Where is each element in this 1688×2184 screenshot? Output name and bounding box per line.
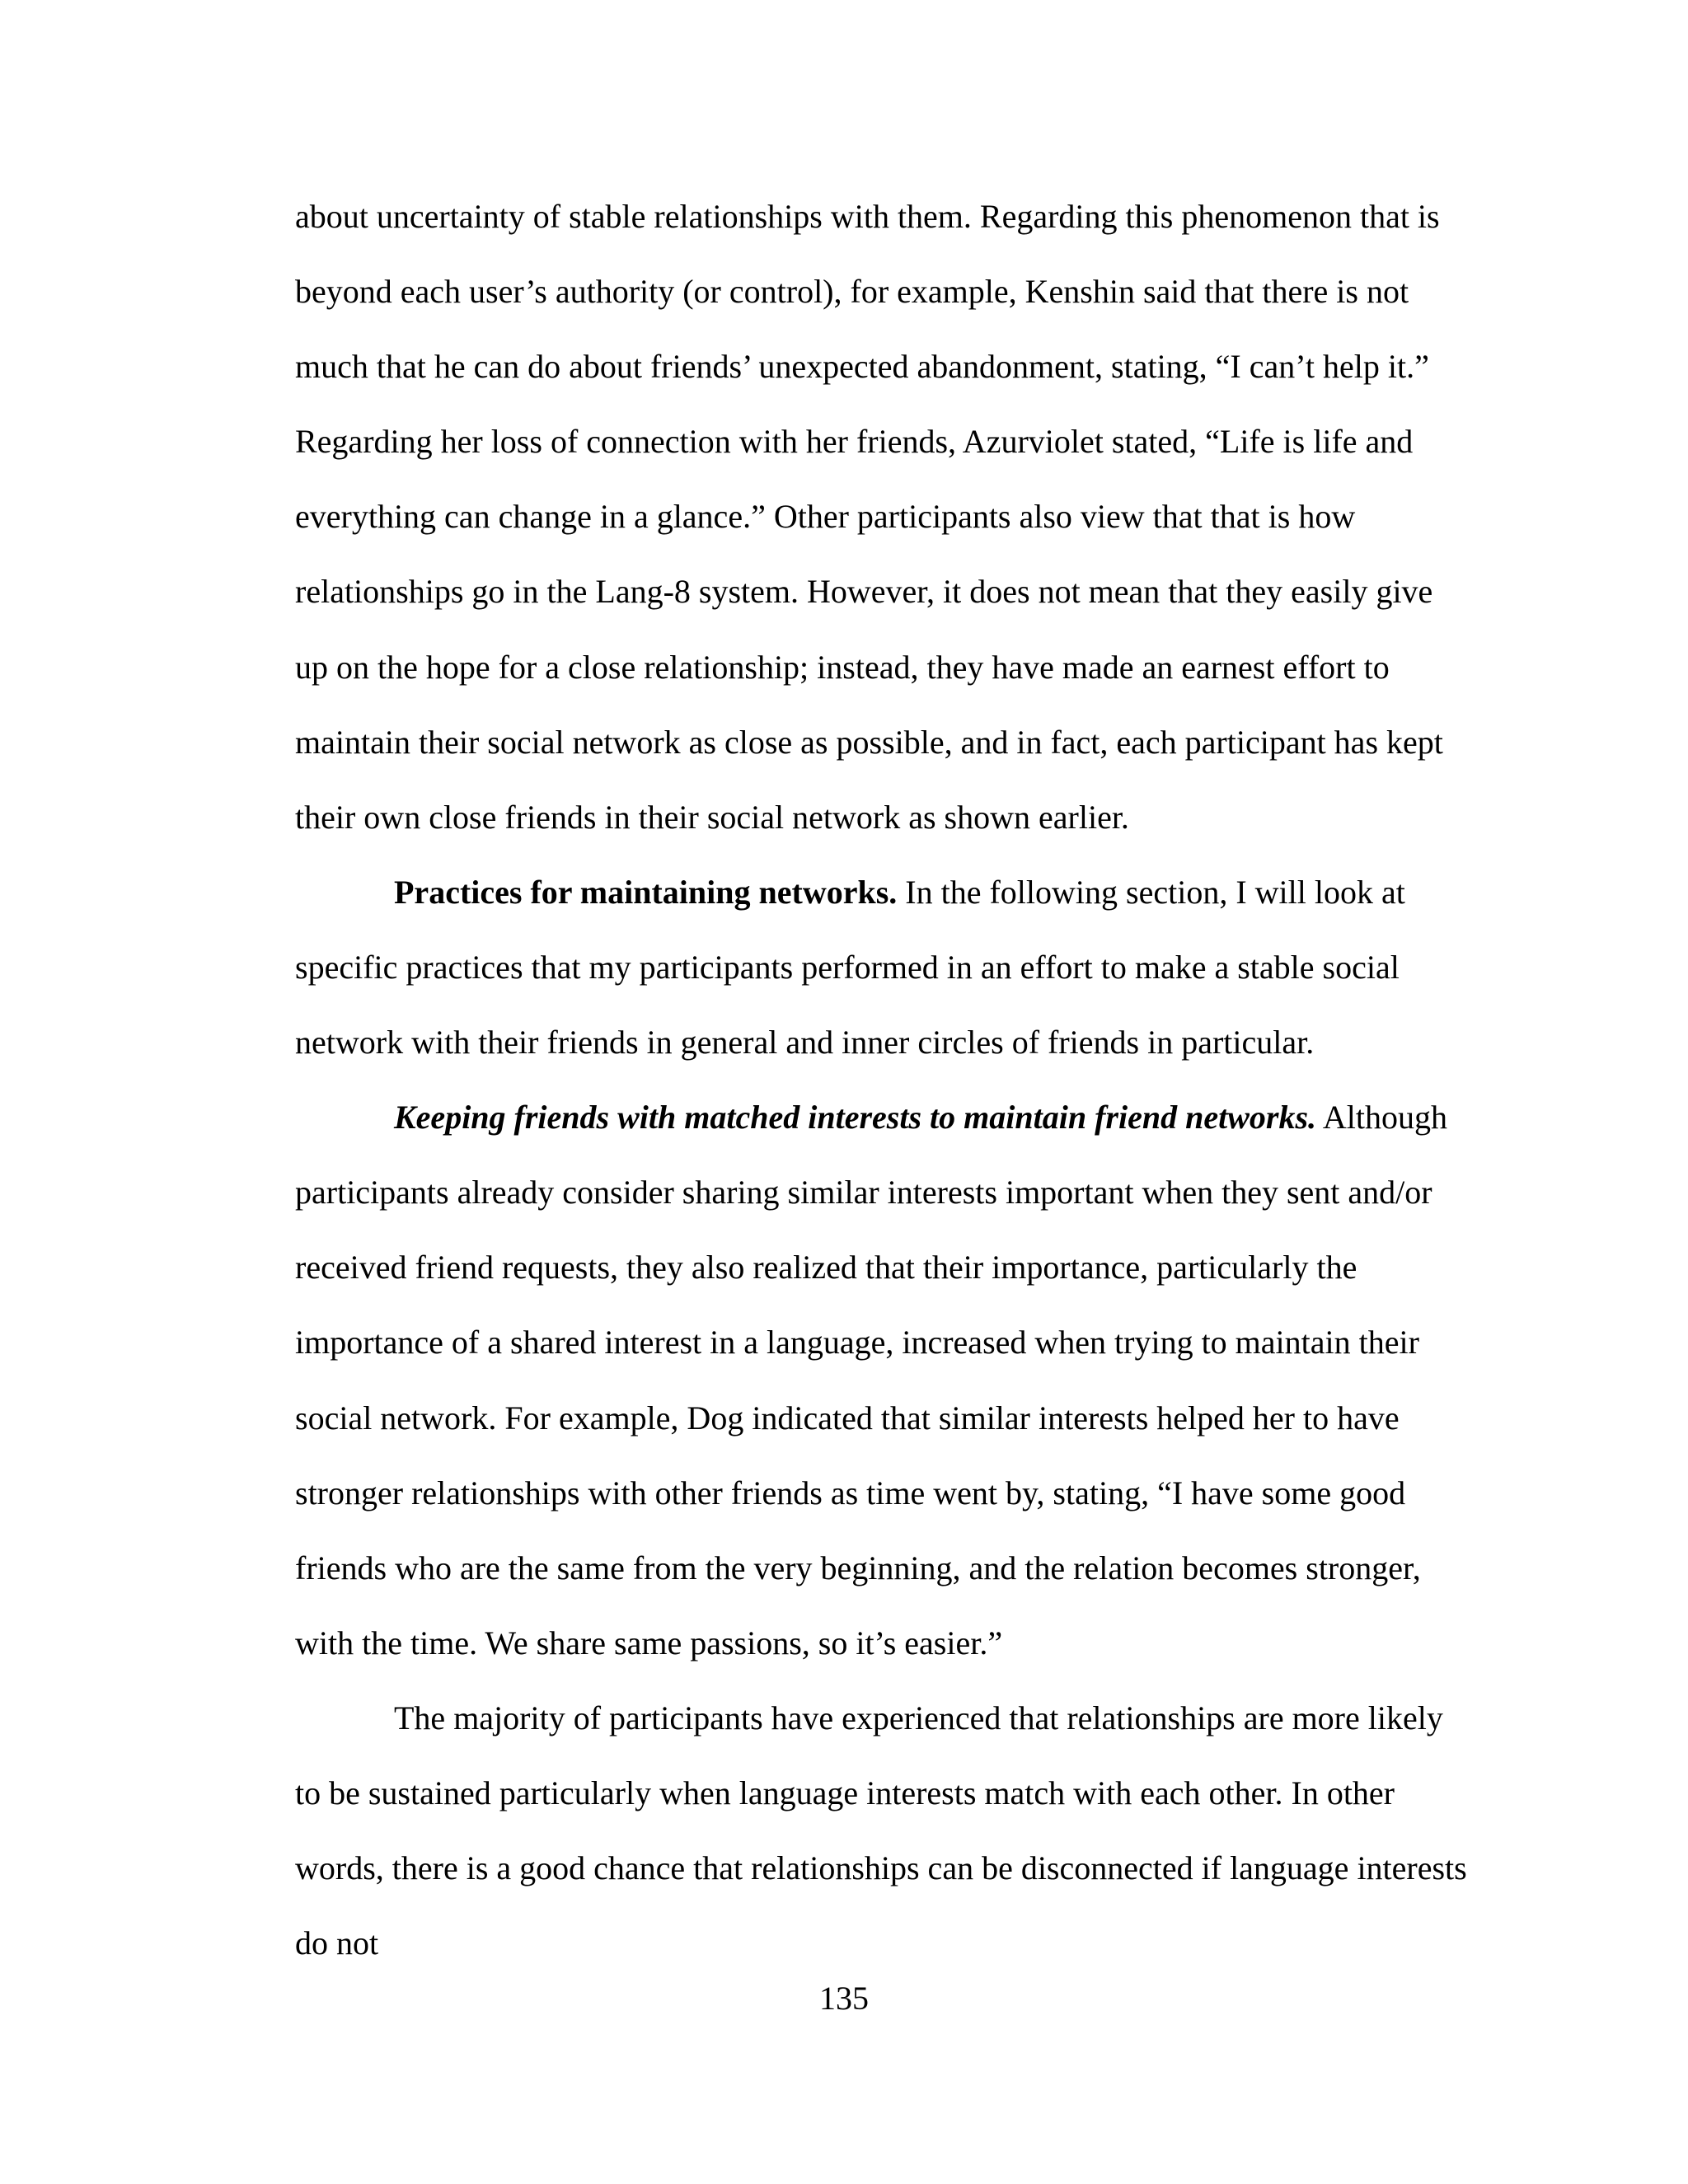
paragraph-1-text: about uncertainty of stable relationships with them. Regarding this phenomenon that is beyond each user’s authority (or control), for example, Kenshin said that there is not much that he can do about friends’ unexpected abandonment, stating, “I can’t help it.” Regarding her loss of connection with her friends, Azurviolet stated, “Life is life and everything can change in a glance.” Other participants also view that that is how relationships go in the Lang-8 system. However, it does not mean that they easily give up on the hope for a close relationship; instead, they have made an earnest effort to maintain their social network as close as possible, and in fact, each participant has kept their own close friends in their social network as shown earlier. <box>295 198 1443 836</box>
subsection-heading-matched-interests: Keeping friends with matched interests to maintain friend networks. <box>394 1099 1317 1137</box>
paragraph-4-text: The majority of participants have experienced that relationships are more likely to be sustained particularly when language interests match with each other. In other words, there is a good chance that relationships can be disconnected if language interests do not <box>295 1699 1467 1962</box>
body-text <box>295 179 1474 1980</box>
paragraph-2 <box>295 855 1474 1080</box>
paragraph-4 <box>295 1680 1474 1980</box>
paragraph-1 <box>295 179 1474 855</box>
page-number: 135 <box>819 1980 869 2017</box>
paragraph-3-text: Although participants already consider sharing similar interests important when they sent and/or received friend requests, they also realized that their importance, particularly the importance of a shared interest in a language, increased when trying to maintain their social network. For example, Dog indicated that similar interests helped her to have stronger relationships with other friends as time went by, stating, “I have some good friends who are the same from the very beginning, and the relation becomes stronger, with the time. We share same passions, so it’s easier.” <box>295 1099 1447 1661</box>
paragraph-2-text: In the following section, I will look at specific practices that my participants performed in an effort to make a stable social network with their friends in general and inner circles of friends in particular. <box>295 873 1405 1062</box>
paragraph-3 <box>295 1080 1474 1680</box>
section-heading-practices: Practices for maintaining networks. <box>394 873 898 911</box>
